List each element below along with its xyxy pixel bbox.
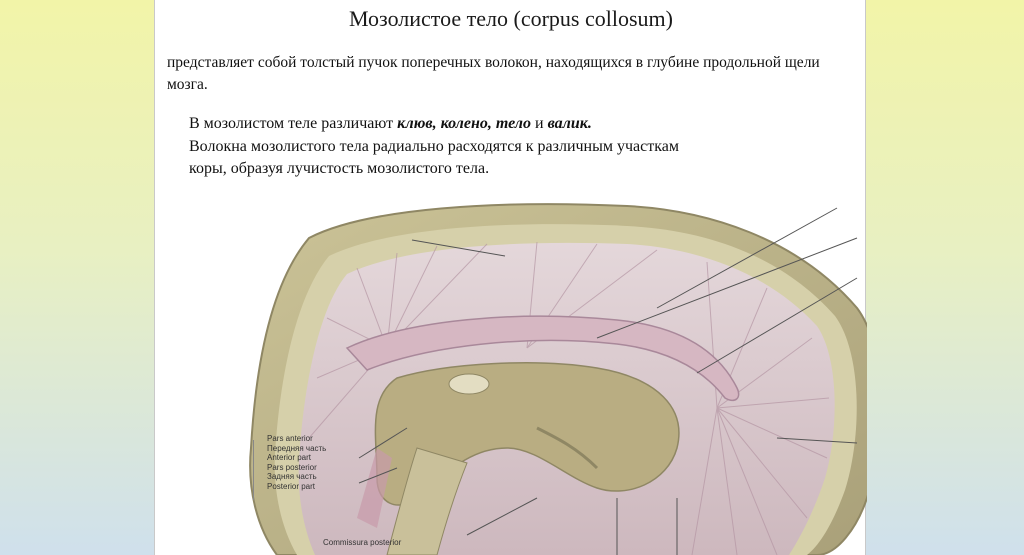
parts-and: и — [531, 115, 548, 132]
parts-last: валик. — [547, 115, 592, 132]
parts-paragraph — [189, 113, 861, 135]
legend-pars-anterior: Pars anterior — [267, 434, 313, 443]
legend-posterior-part: Posterior part — [267, 481, 316, 491]
brain-svg — [237, 198, 867, 555]
brain-illustration — [237, 198, 867, 555]
fibers-paragraph-line2: коры, образуя лучистость мозолистого тела. — [189, 160, 490, 177]
parts-list: клюв, колено, тело — [397, 115, 532, 132]
parts-prefix: В мозолистом теле различают — [189, 115, 398, 132]
legend-anterior-part: Anterior part — [267, 453, 312, 462]
commissura-label: Commissura posterior — [323, 538, 402, 547]
legend-zadnyaya: Задняя часть — [267, 472, 317, 481]
ventricle-shape — [449, 374, 489, 394]
fibers-paragraph-line1: Волокна мозолистого тела радиально расходятся к различным участкам — [189, 138, 679, 155]
legend-perednyaya: Передняя часть — [267, 443, 327, 453]
slide — [154, 0, 866, 555]
intro-text: представляет собой толстый пучок поперечных волокон, находящихся в глубине продольной щели мозга. — [167, 54, 820, 93]
legend-bracket — [253, 440, 260, 500]
figure-legend — [267, 434, 377, 491]
slide-title: Мозолистое тело (corpus collosum) — [349, 6, 673, 31]
legend-pars-posterior: Pars posterior — [267, 462, 317, 472]
